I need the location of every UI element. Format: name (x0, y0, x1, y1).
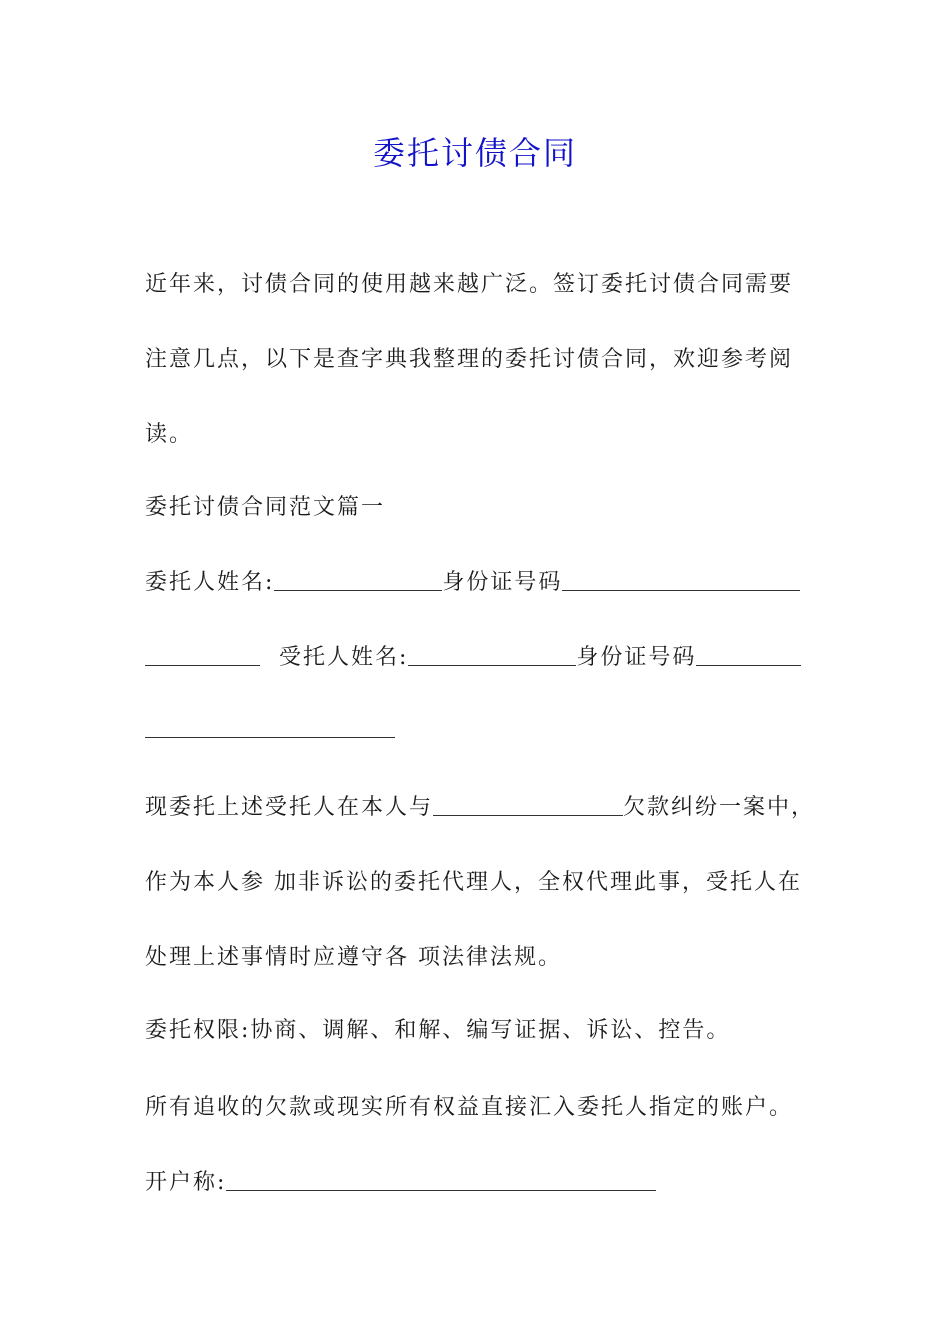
principal-id-blank-cont[interactable] (145, 643, 260, 666)
account-name-row (145, 1168, 656, 1198)
body-para-part-1: 现委托上述受托人在本人与 (145, 795, 434, 820)
principal-name-label: 委托人姓名: (145, 570, 275, 595)
body-para-line-3: 处理上述事情时应遵守各 项法律法规。 (145, 945, 562, 970)
body-para-part-2: 欠款纠纷一案中， (623, 795, 816, 820)
authority-line: 委托权限:协商、调解、和解、编写证据、诉讼、控告。 (145, 1018, 731, 1043)
agent-name-label: 受托人姓名: (279, 645, 409, 670)
document-title: 委托讨债合同 (372, 134, 577, 172)
account-name-label: 开户称: (145, 1170, 227, 1195)
principal-row (145, 568, 800, 598)
agent-id-blank[interactable] (696, 643, 801, 666)
body-para-line-1 (145, 793, 815, 823)
agent-row (145, 643, 801, 673)
counterparty-blank[interactable] (433, 793, 623, 816)
intro-line-3: 读。 (145, 422, 194, 447)
payment-line: 所有追收的欠款或现实所有权益直接汇入委托人指定的账户。 (145, 1095, 794, 1120)
body-para-line-2: 作为本人参 加非诉讼的委托代理人，全权代理此事，受托人在 (145, 870, 802, 895)
intro-line-1: 近年来，讨债合同的使用越来越广泛。签订委托讨债合同需要 (145, 272, 794, 297)
intro-line-2: 注意几点，以下是查字典我整理的委托讨债合同，欢迎参考阅 (145, 347, 794, 372)
section-heading: 委托讨债合同范文篇一 (145, 495, 386, 520)
agent-id-label: 身份证号码 (576, 645, 697, 670)
agent-name-blank[interactable] (408, 643, 576, 666)
principal-id-label: 身份证号码 (442, 570, 563, 595)
agent-id-cont-row (145, 715, 395, 745)
agent-id-blank-cont[interactable] (145, 715, 395, 738)
principal-name-blank[interactable] (274, 568, 442, 591)
principal-id-blank[interactable] (562, 568, 800, 591)
account-name-blank[interactable] (226, 1168, 656, 1191)
